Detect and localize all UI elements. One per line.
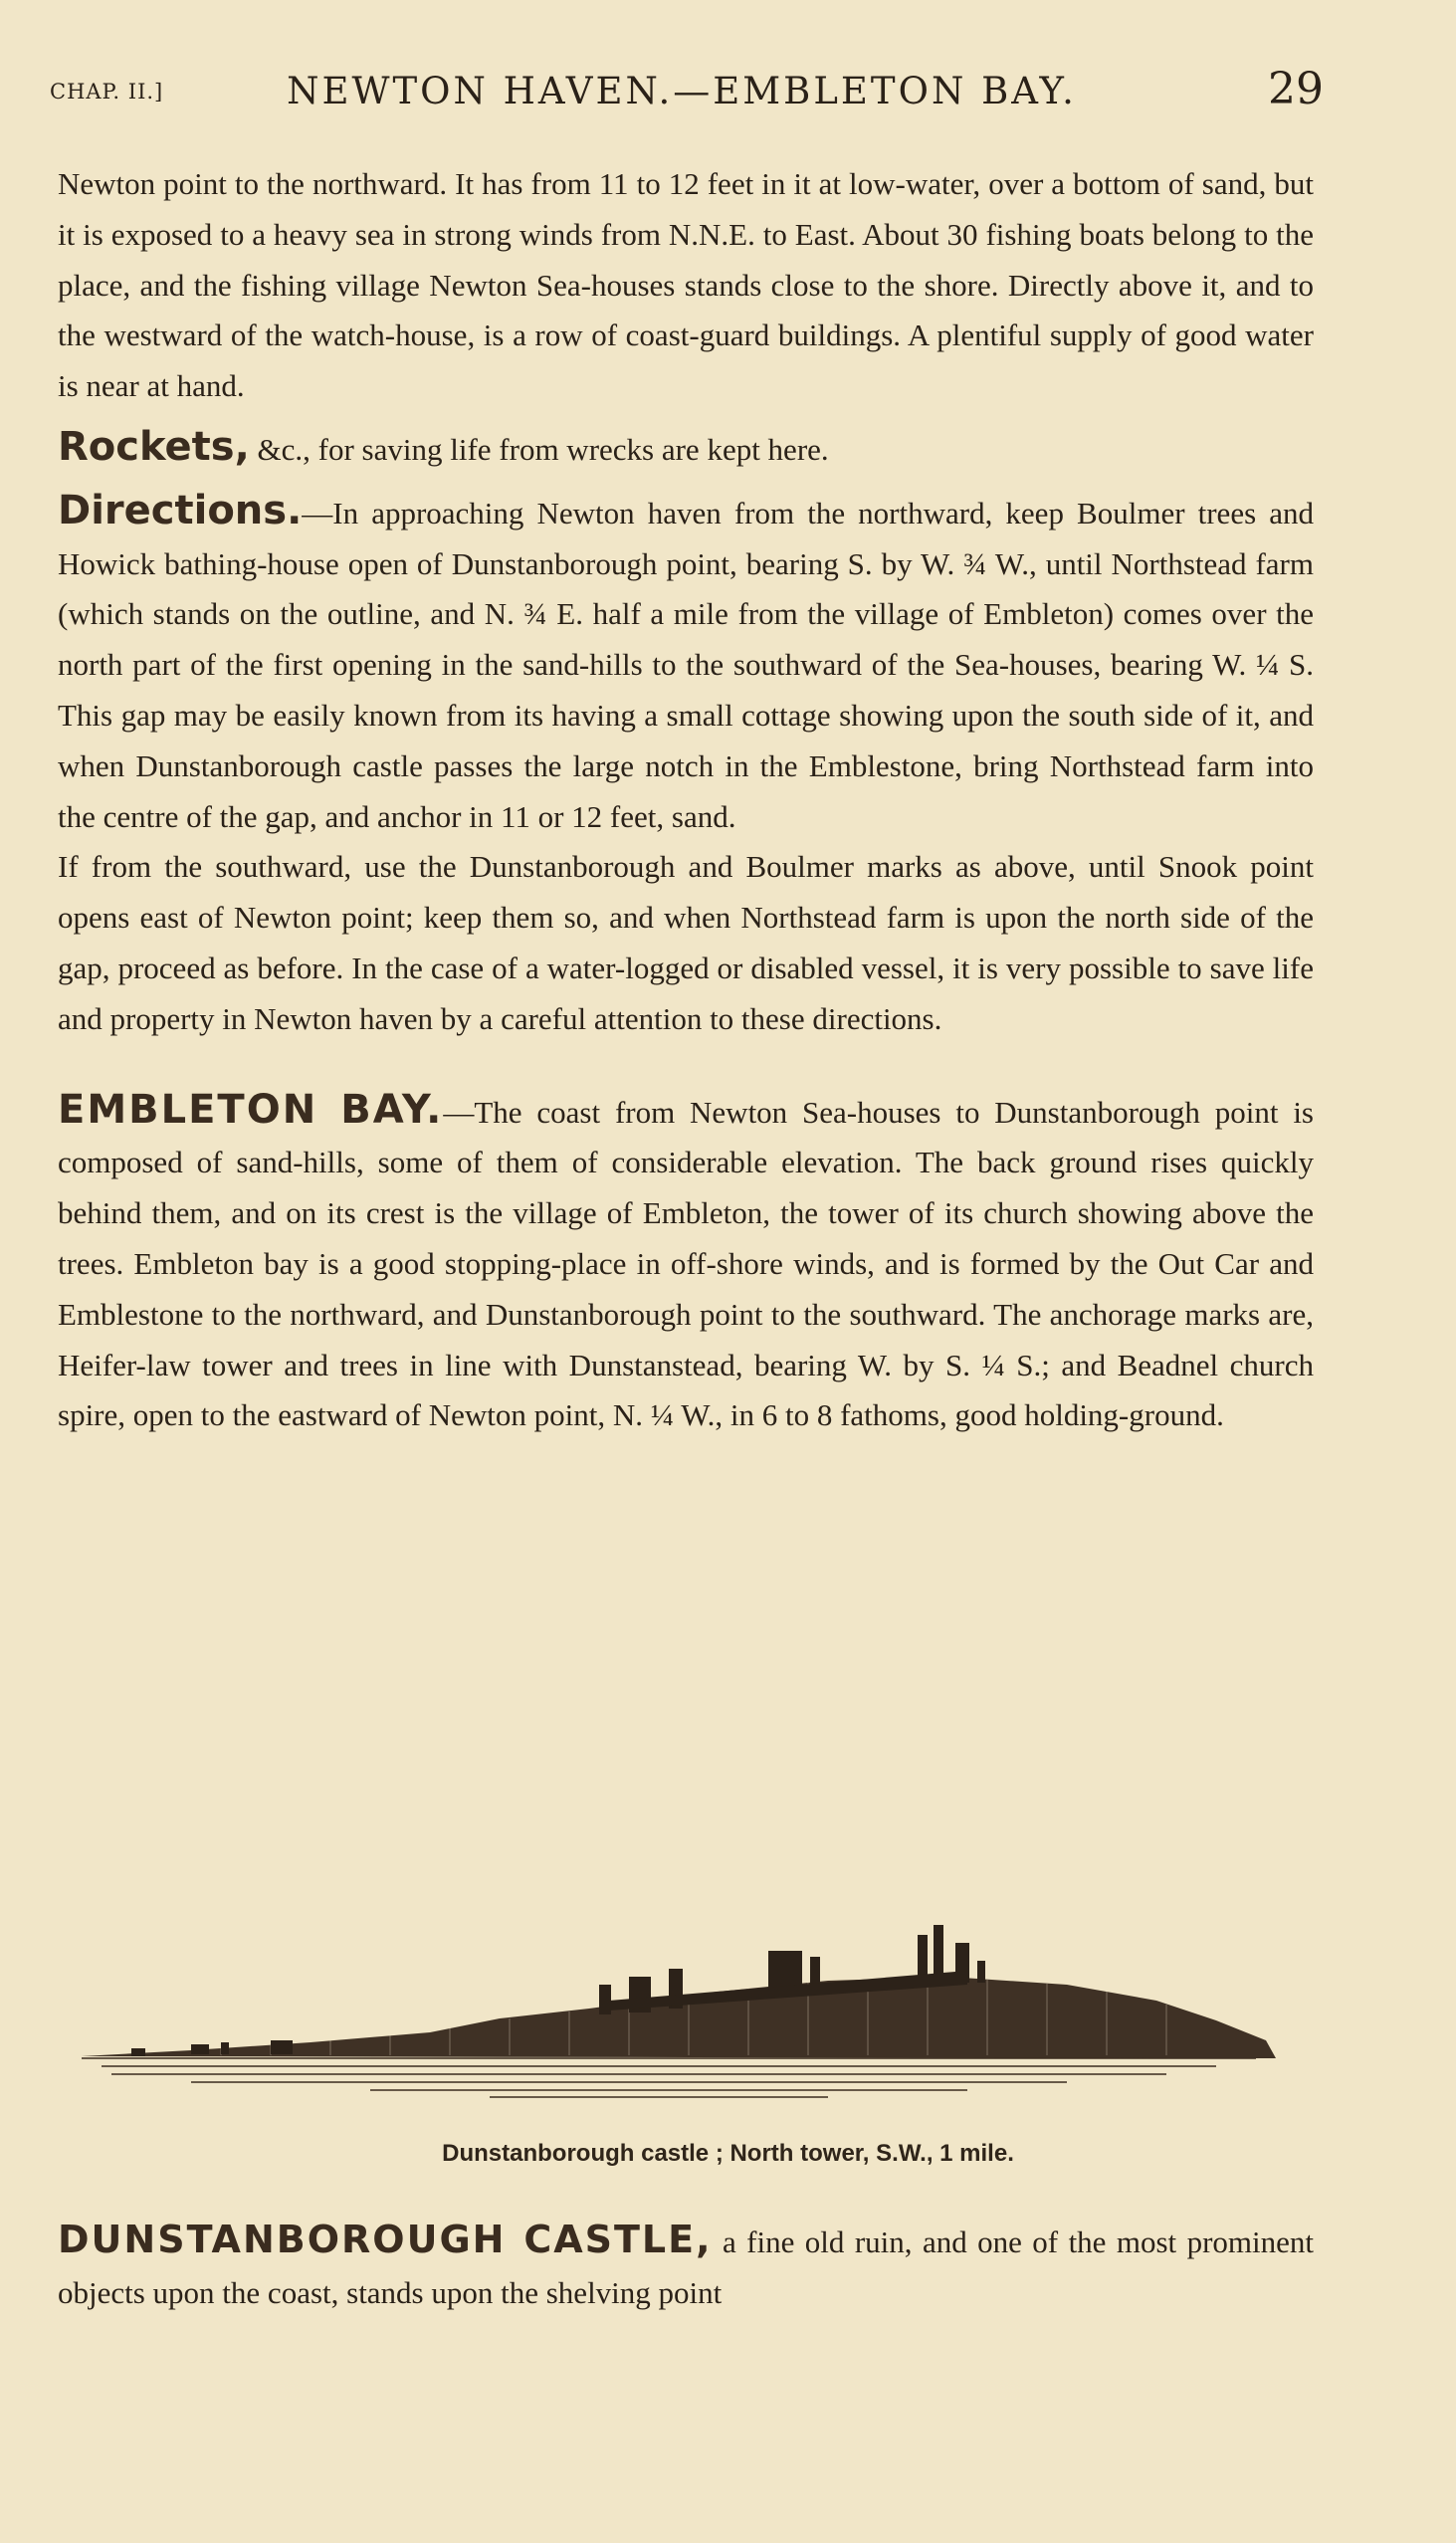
castle-engraving (72, 1881, 1286, 2110)
body-text (58, 159, 1314, 1441)
chapter-label: CHAP. II.] (50, 80, 164, 104)
running-title: NEWTON HAVEN.—EMBLETON BAY. (287, 70, 1077, 112)
castle-section (58, 2215, 1314, 2319)
page-number: 29 (1268, 64, 1324, 114)
castle-text: a fine old ruin, and one of the most prominent objects upon the coast, stands upon the shelving point (58, 2225, 1315, 2310)
castle-heading: DUNSTANBOROUGH CASTLE, (58, 2218, 713, 2261)
embleton-bay-paragraph (58, 1085, 1314, 1442)
embleton-bay-text: —The coast from Newton Sea-houses to Dunstanborough point is composed of sand-hills, some of them of considerable elevation. The back ground rises quickly behind them, and on its crest is the village of Embleton, the tower of its church showing above the trees. Embleton bay is a good stopping-place in off-shore winds, and is formed by the Out Car and Emblestone to the northward, and Dunstanborough point to the southward. The anchorage marks are, Heifer-law tower and trees in line with Dunstanstead, bearing W. by S. ¼ S.; and Beadnel church spire, open to the eastward of Newton point, N. ¼ W., in 6 to 8 fathoms, good holding-ground. (58, 1094, 1314, 1433)
page-header (50, 62, 1324, 121)
directions-text: —In approaching Newton haven from the northward, keep Boulmer trees and Howick bathing-house open of Dunstanborough point, bearing S. by W. ¾ W., until Northstead farm (which stands on the outline, and N. ¾ E. half a mile from the village of Embleton) comes over the north part of the first opening in the sand-hills to the southward of the Sea-houses, bearing W. ¼ S. This gap may be easily known from its having a small cottage showing upon the south side of it, and when Dunstanborough castle passes the large notch in the Emblestone, bring Northstead farm into the centre of the gap, and anchor in 11 or 12 feet, sand. (58, 495, 1314, 834)
directions-south-paragraph: If from the southward, use the Dunstanborough and Boulmer marks as above, until Snook point opens east of Newton point; keep them so, and when Northstead farm is upon the north side of the gap, proceed as before. In the case of a water-logged or disabled vessel, it is very possible to save life and property in Newton haven by a careful attention to these directions. (58, 849, 1314, 1036)
figure-caption: Dunstanborough castle ; North tower, S.W., 1 mile. (442, 2140, 1014, 2167)
intro-paragraph: Newton point to the northward. It has from 11 to 12 feet in it at low-water, over a bottom of sand, but it is exposed to a heavy sea in strong winds from N.N.E. to East. About 30 fishing boats belong to the place, and the fishing village Newton Sea-houses stands close to the shore. Directly above it, and to the westward of the watch-house, is a row of coast-guard buildings. A plentiful supply of good water is near at hand. (58, 166, 1314, 404)
directions-heading: Directions. (58, 487, 303, 533)
rockets-heading: Rockets, (58, 423, 250, 470)
water-lines (82, 2058, 1256, 2097)
castle-paragraph (58, 2215, 1314, 2319)
rockets-paragraph (58, 422, 1314, 476)
directions-paragraph (58, 486, 1314, 843)
embleton-bay-heading: EMBLETON BAY. (58, 1086, 444, 1133)
rockets-text: &c., for saving life from wrecks are kept here. (249, 431, 829, 467)
